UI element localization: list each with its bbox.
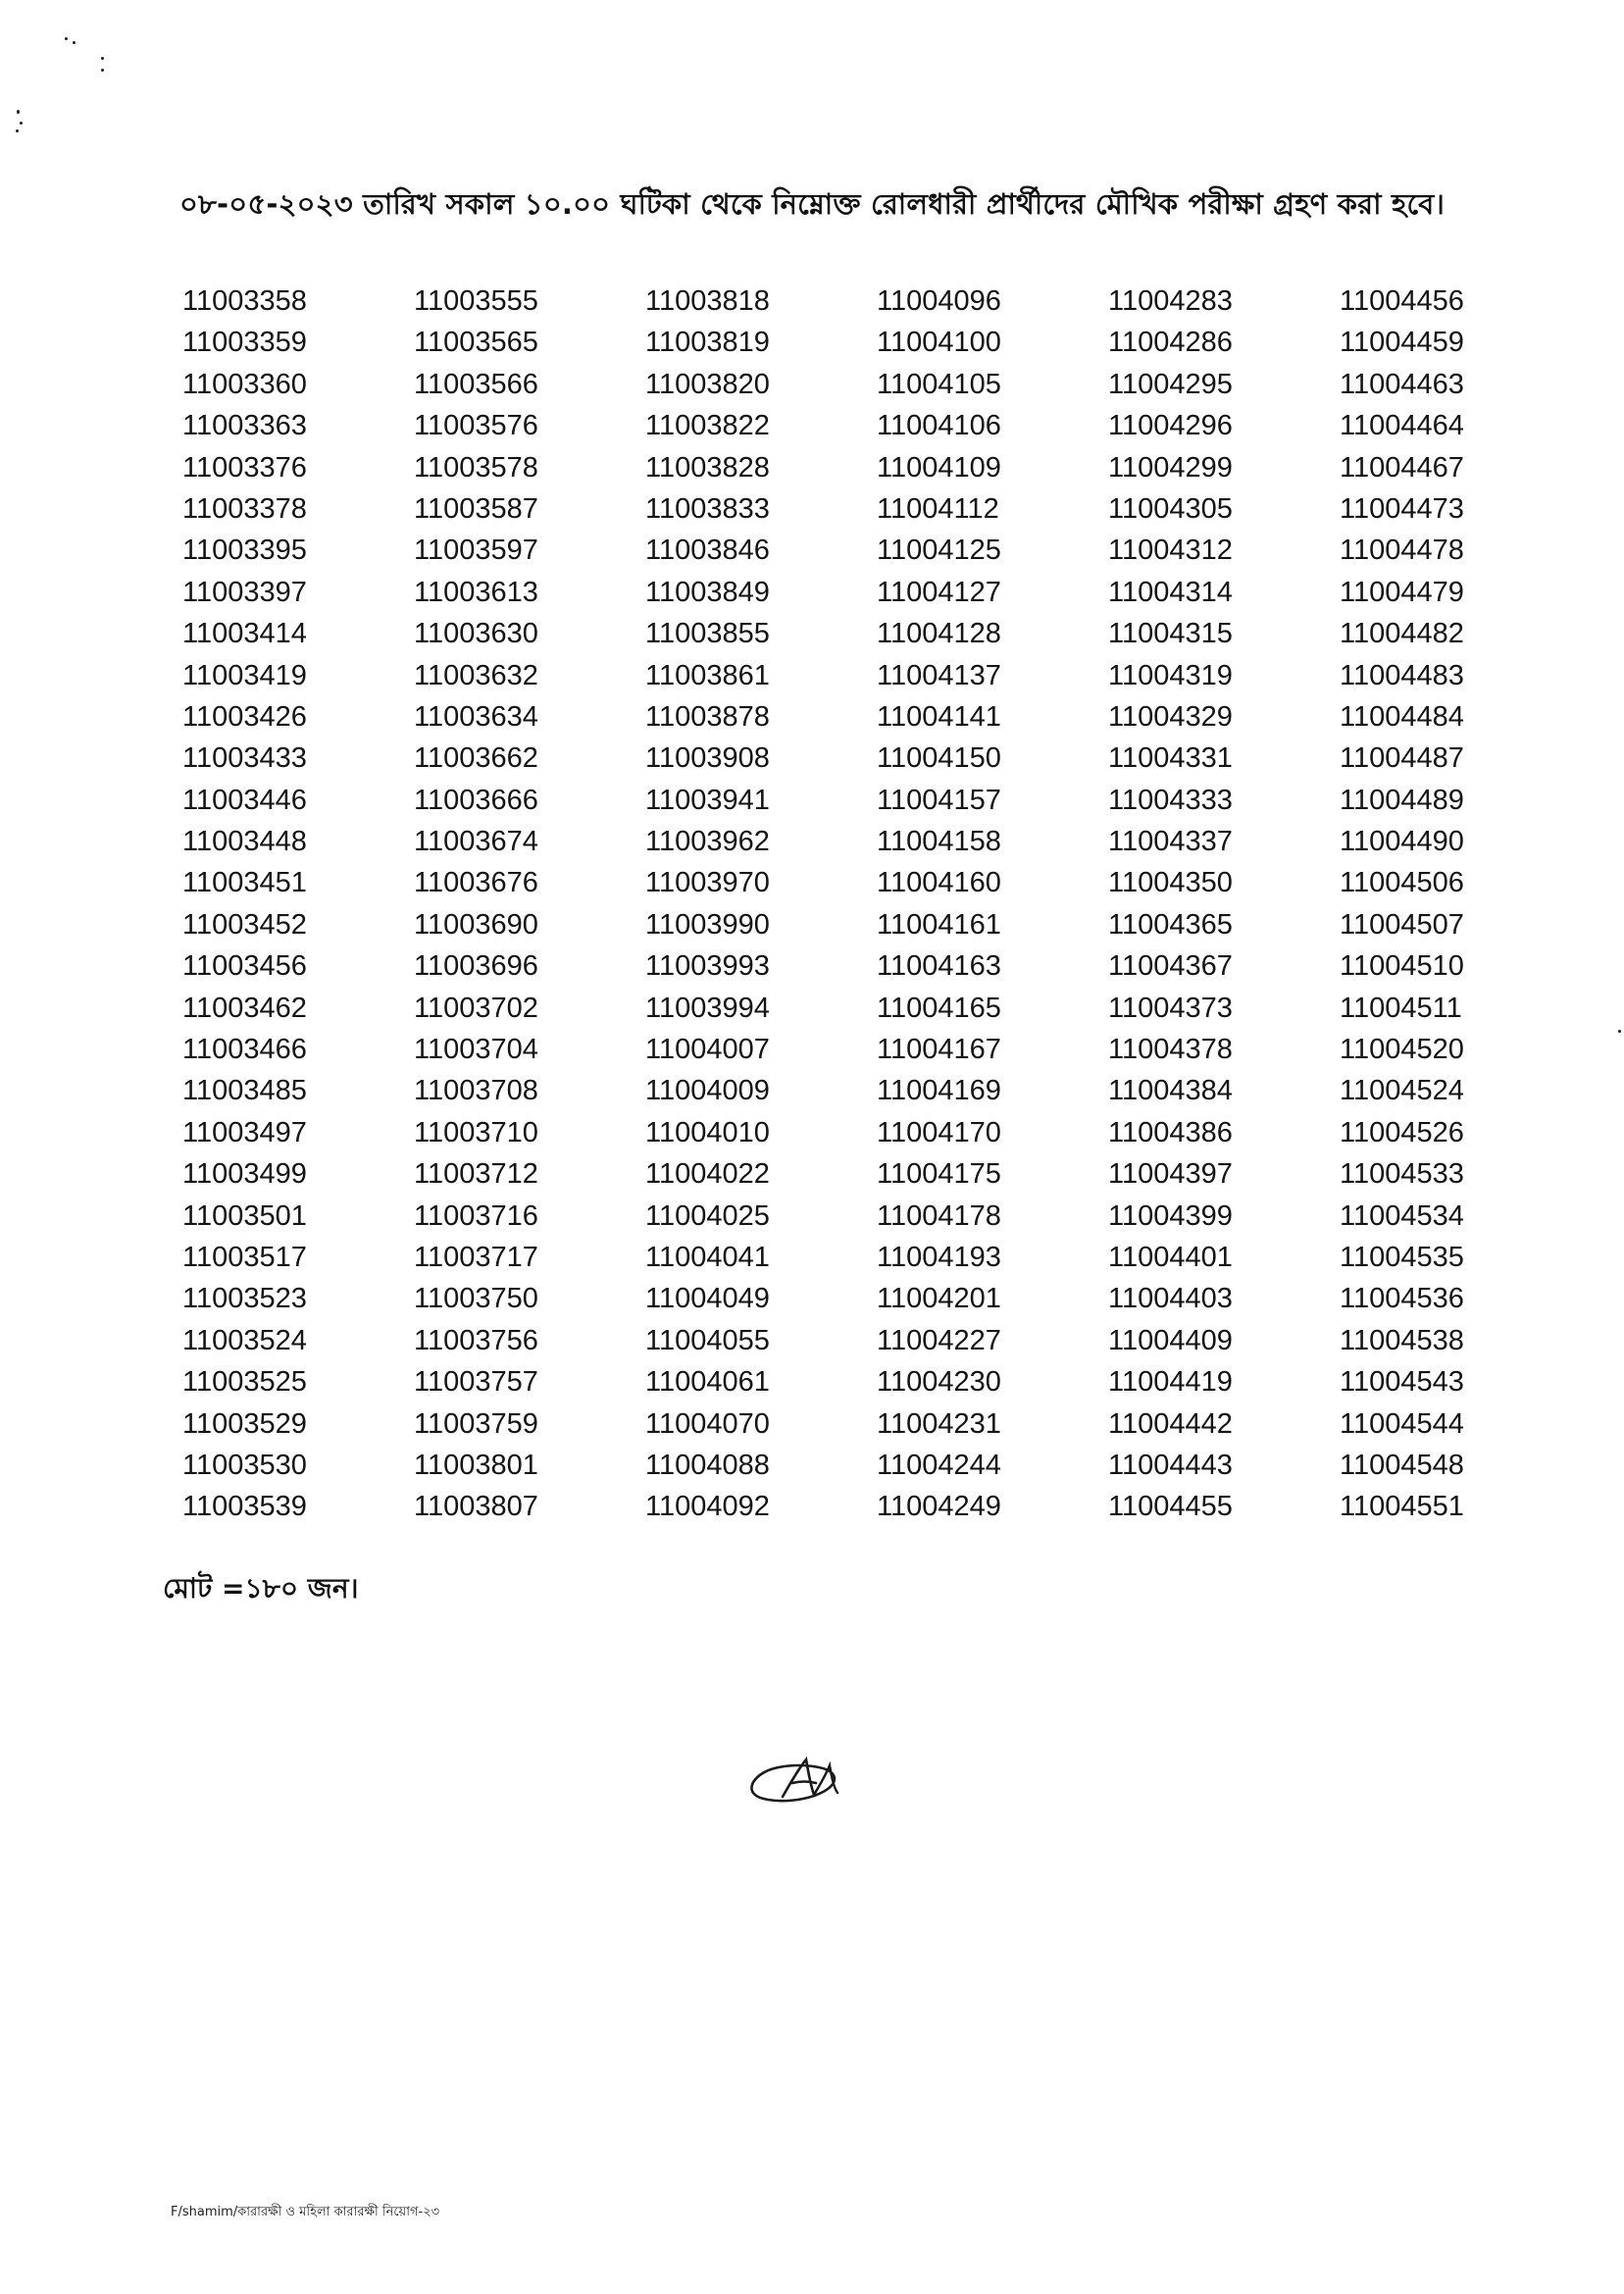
roll-number: 11003696 bbox=[414, 950, 538, 983]
roll-column bbox=[1108, 280, 1233, 1528]
roll-number: 11003750 bbox=[414, 1283, 538, 1315]
roll-number: 11004007 bbox=[645, 1034, 770, 1066]
roll-number: 11004096 bbox=[877, 285, 1001, 317]
roll-number: 11003704 bbox=[414, 1034, 538, 1066]
roll-number: 11004538 bbox=[1340, 1324, 1464, 1356]
roll-number: 11003855 bbox=[645, 618, 770, 650]
roll-number: 11003501 bbox=[182, 1199, 307, 1232]
roll-number: 11004109 bbox=[877, 451, 1001, 484]
roll-number: 11003662 bbox=[414, 742, 538, 775]
roll-number: 11003539 bbox=[182, 1491, 307, 1523]
roll-number: 11003822 bbox=[645, 410, 770, 442]
roll-column bbox=[1340, 280, 1464, 1528]
roll-number: 11004331 bbox=[1108, 742, 1233, 775]
roll-number: 11004049 bbox=[645, 1283, 770, 1315]
roll-number: 11003666 bbox=[414, 784, 538, 816]
roll-number: 11003452 bbox=[182, 908, 307, 941]
roll-number: 11003397 bbox=[182, 576, 307, 608]
roll-number: 11004041 bbox=[645, 1241, 770, 1273]
roll-number: 11004160 bbox=[877, 867, 1001, 899]
roll-number: 11004231 bbox=[877, 1407, 1001, 1440]
roll-number: 11003525 bbox=[182, 1366, 307, 1399]
roll-number: 11004169 bbox=[877, 1075, 1001, 1107]
roll-number: 11003597 bbox=[414, 535, 538, 567]
roll-number: 11004333 bbox=[1108, 784, 1233, 816]
roll-number: 11003456 bbox=[182, 950, 307, 983]
roll-number: 11003466 bbox=[182, 1034, 307, 1066]
roll-column bbox=[877, 280, 1001, 1528]
roll-number: 11004483 bbox=[1340, 659, 1464, 691]
roll-number: 11003941 bbox=[645, 784, 770, 816]
roll-number: 11004386 bbox=[1108, 1116, 1233, 1148]
roll-number: 11004329 bbox=[1108, 700, 1233, 733]
roll-column bbox=[182, 280, 307, 1528]
roll-number: 11003587 bbox=[414, 492, 538, 525]
roll-number: 11003630 bbox=[414, 618, 538, 650]
roll-number: 11004378 bbox=[1108, 1034, 1233, 1066]
roll-number: 11003499 bbox=[182, 1158, 307, 1191]
roll-number: 11003702 bbox=[414, 992, 538, 1024]
roll-number: 11003555 bbox=[414, 285, 538, 317]
roll-number: 11004161 bbox=[877, 908, 1001, 941]
roll-number: 11004463 bbox=[1340, 368, 1464, 400]
roll-number: 11004536 bbox=[1340, 1283, 1464, 1315]
roll-number: 11004295 bbox=[1108, 368, 1233, 400]
roll-number: 11004201 bbox=[877, 1283, 1001, 1315]
roll-number: 11004384 bbox=[1108, 1075, 1233, 1107]
roll-number: 11003359 bbox=[182, 327, 307, 359]
roll-number: 11003358 bbox=[182, 285, 307, 317]
roll-number: 11004193 bbox=[877, 1241, 1001, 1273]
roll-number: 11004249 bbox=[877, 1491, 1001, 1523]
roll-number: 11003395 bbox=[182, 535, 307, 567]
roll-number: 11004544 bbox=[1340, 1407, 1464, 1440]
roll-number: 11004443 bbox=[1108, 1449, 1233, 1481]
roll-number: 11004009 bbox=[645, 1075, 770, 1107]
roll-number: 11004409 bbox=[1108, 1324, 1233, 1356]
roll-number: 11003690 bbox=[414, 908, 538, 941]
roll-column bbox=[645, 280, 770, 1528]
roll-number: 11003419 bbox=[182, 659, 307, 691]
roll-number: 11003376 bbox=[182, 451, 307, 484]
roll-number: 11003360 bbox=[182, 368, 307, 400]
roll-number: 11004010 bbox=[645, 1116, 770, 1148]
roll-number: 11004150 bbox=[877, 742, 1001, 775]
roll-number: 11003820 bbox=[645, 368, 770, 400]
roll-number: 11004105 bbox=[877, 368, 1001, 400]
roll-number: 11004551 bbox=[1340, 1491, 1464, 1523]
roll-number: 11003962 bbox=[645, 826, 770, 858]
roll-number: 11003414 bbox=[182, 618, 307, 650]
signature-icon bbox=[737, 1738, 845, 1816]
roll-number: 11003801 bbox=[414, 1449, 538, 1481]
roll-number: 11004157 bbox=[877, 784, 1001, 816]
roll-number: 11004543 bbox=[1340, 1366, 1464, 1399]
roll-number: 11004286 bbox=[1108, 327, 1233, 359]
roll-number: 11003634 bbox=[414, 700, 538, 733]
roll-number: 11004319 bbox=[1108, 659, 1233, 691]
roll-number: 11003451 bbox=[182, 867, 307, 899]
roll-number: 11004128 bbox=[877, 618, 1001, 650]
roll-number: 11004510 bbox=[1340, 950, 1464, 983]
roll-number: 11004367 bbox=[1108, 950, 1233, 983]
roll-number: 11003613 bbox=[414, 576, 538, 608]
roll-number: 11003828 bbox=[645, 451, 770, 484]
roll-number: 11004489 bbox=[1340, 784, 1464, 816]
roll-column bbox=[414, 280, 538, 1528]
roll-number: 11004092 bbox=[645, 1491, 770, 1523]
roll-number: 11003759 bbox=[414, 1407, 538, 1440]
roll-number: 11003717 bbox=[414, 1241, 538, 1273]
roll-number: 11004305 bbox=[1108, 492, 1233, 525]
roll-number: 11004459 bbox=[1340, 327, 1464, 359]
roll-number: 11004467 bbox=[1340, 451, 1464, 484]
roll-number: 11004350 bbox=[1108, 867, 1233, 899]
roll-number: 11004478 bbox=[1340, 535, 1464, 567]
roll-number: 11004175 bbox=[877, 1158, 1001, 1191]
roll-number: 11004100 bbox=[877, 327, 1001, 359]
roll-number: 11004315 bbox=[1108, 618, 1233, 650]
roll-number: 11004230 bbox=[877, 1366, 1001, 1399]
roll-number: 11003716 bbox=[414, 1199, 538, 1232]
roll-number: 11004511 bbox=[1340, 992, 1462, 1024]
roll-number: 11004022 bbox=[645, 1158, 770, 1191]
roll-number: 11003819 bbox=[645, 327, 770, 359]
roll-number: 11003708 bbox=[414, 1075, 538, 1107]
roll-number: 11004484 bbox=[1340, 700, 1464, 733]
roll-number: 11004127 bbox=[877, 576, 1001, 608]
roll-number: 11003448 bbox=[182, 826, 307, 858]
roll-number: 11004178 bbox=[877, 1199, 1001, 1232]
roll-number: 11004507 bbox=[1340, 908, 1464, 941]
roll-number: 11004524 bbox=[1340, 1075, 1464, 1107]
roll-number: 11004227 bbox=[877, 1324, 1001, 1356]
roll-number: 11004526 bbox=[1340, 1116, 1464, 1148]
roll-number: 11004548 bbox=[1340, 1449, 1464, 1481]
roll-number: 11004520 bbox=[1340, 1034, 1464, 1066]
roll-number: 11004299 bbox=[1108, 451, 1233, 484]
roll-number: 11003426 bbox=[182, 700, 307, 733]
roll-number: 11003576 bbox=[414, 410, 538, 442]
roll-number: 11003578 bbox=[414, 451, 538, 484]
roll-number: 11004167 bbox=[877, 1034, 1001, 1066]
roll-number: 11003529 bbox=[182, 1407, 307, 1440]
roll-number: 11003757 bbox=[414, 1366, 538, 1399]
roll-number: 11003993 bbox=[645, 950, 770, 983]
roll-number: 11003674 bbox=[414, 826, 538, 858]
roll-number: 11004456 bbox=[1340, 285, 1464, 317]
roll-number: 11003433 bbox=[182, 742, 307, 775]
roll-number: 11004487 bbox=[1340, 742, 1464, 775]
roll-number: 11003970 bbox=[645, 867, 770, 899]
roll-number: 11004403 bbox=[1108, 1283, 1233, 1315]
roll-number: 11004442 bbox=[1108, 1407, 1233, 1440]
roll-number: 11004025 bbox=[645, 1199, 770, 1232]
roll-number: 11004283 bbox=[1108, 285, 1233, 317]
roll-number: 11004535 bbox=[1340, 1241, 1464, 1273]
roll-number: 11004419 bbox=[1108, 1366, 1233, 1399]
roll-number: 11004125 bbox=[877, 535, 1001, 567]
roll-number: 11004482 bbox=[1340, 618, 1464, 650]
roll-number: 11003378 bbox=[182, 492, 307, 525]
roll-number: 11003530 bbox=[182, 1449, 307, 1481]
page-heading: ০৮-০৫-২০২৩ তারিখ সকাল ১০.০০ ঘটিকা থেকে নিম্নোক্ত রোলধারী প্রার্থীদের মৌখিক পরীক্ষা গ্রহণ করা হবে। bbox=[178, 187, 1446, 221]
roll-number: 11003878 bbox=[645, 700, 770, 733]
roll-number: 11003807 bbox=[414, 1491, 538, 1523]
roll-number: 11004141 bbox=[877, 700, 1001, 733]
roll-number: 11003446 bbox=[182, 784, 307, 816]
roll-number: 11004312 bbox=[1108, 535, 1233, 567]
roll-number: 11003676 bbox=[414, 867, 538, 899]
roll-number: 11004070 bbox=[645, 1407, 770, 1440]
roll-number: 11004365 bbox=[1108, 908, 1233, 941]
roll-number: 11004158 bbox=[877, 826, 1001, 858]
roll-number: 11003363 bbox=[182, 410, 307, 442]
roll-number: 11003523 bbox=[182, 1283, 307, 1315]
roll-number: 11003462 bbox=[182, 992, 307, 1024]
roll-number: 11004479 bbox=[1340, 576, 1464, 608]
roll-number: 11003712 bbox=[414, 1158, 538, 1191]
roll-number: 11004137 bbox=[877, 659, 1001, 691]
roll-number: 11003818 bbox=[645, 285, 770, 317]
roll-number: 11003710 bbox=[414, 1116, 538, 1148]
roll-number: 11004397 bbox=[1108, 1158, 1233, 1191]
roll-number: 11003861 bbox=[645, 659, 770, 691]
roll-number: 11003517 bbox=[182, 1241, 307, 1273]
roll-number: 11004244 bbox=[877, 1449, 1001, 1481]
roll-number: 11004337 bbox=[1108, 826, 1233, 858]
roll-number: 11003908 bbox=[645, 742, 770, 775]
roll-number: 11003565 bbox=[414, 327, 538, 359]
roll-number: 11003990 bbox=[645, 908, 770, 941]
roll-number: 11004163 bbox=[877, 950, 1001, 983]
roll-number: 11003833 bbox=[645, 492, 770, 525]
roll-number: 11004112 bbox=[877, 492, 999, 525]
roll-number: 11004088 bbox=[645, 1449, 770, 1481]
roll-number: 11004106 bbox=[877, 410, 1001, 442]
total-count: মোট =১৮০ জন। bbox=[163, 1572, 359, 1605]
roll-number: 11004373 bbox=[1108, 992, 1233, 1024]
footer-file-path: F/shamim/কারারক্ষী ও মহিলা কারারক্ষী নিয়োগ-২৩ bbox=[171, 2205, 440, 2219]
roll-number: 11004165 bbox=[877, 992, 1001, 1024]
roll-number: 11004506 bbox=[1340, 867, 1464, 899]
roll-number: 11004534 bbox=[1340, 1199, 1464, 1232]
roll-number: 11004533 bbox=[1340, 1158, 1464, 1191]
roll-number: 11003566 bbox=[414, 368, 538, 400]
roll-number: 11003846 bbox=[645, 535, 770, 567]
roll-number: 11004490 bbox=[1340, 826, 1464, 858]
roll-number: 11004170 bbox=[877, 1116, 1001, 1148]
roll-number: 11004473 bbox=[1340, 492, 1464, 525]
roll-number: 11003994 bbox=[645, 992, 770, 1024]
roll-number: 11004055 bbox=[645, 1324, 770, 1356]
roll-number: 11003524 bbox=[182, 1324, 307, 1356]
roll-number: 11004464 bbox=[1340, 410, 1464, 442]
roll-number: 11004314 bbox=[1108, 576, 1233, 608]
roll-number: 11004061 bbox=[645, 1366, 770, 1399]
roll-number: 11003849 bbox=[645, 576, 770, 608]
roll-number: 11004455 bbox=[1108, 1491, 1233, 1523]
roll-number: 11003497 bbox=[182, 1116, 307, 1148]
roll-number: 11004401 bbox=[1108, 1241, 1233, 1273]
roll-number: 11004296 bbox=[1108, 410, 1233, 442]
roll-number: 11004399 bbox=[1108, 1199, 1233, 1232]
roll-number: 11003632 bbox=[414, 659, 538, 691]
roll-number: 11003756 bbox=[414, 1324, 538, 1356]
roll-number: 11003485 bbox=[182, 1075, 307, 1107]
